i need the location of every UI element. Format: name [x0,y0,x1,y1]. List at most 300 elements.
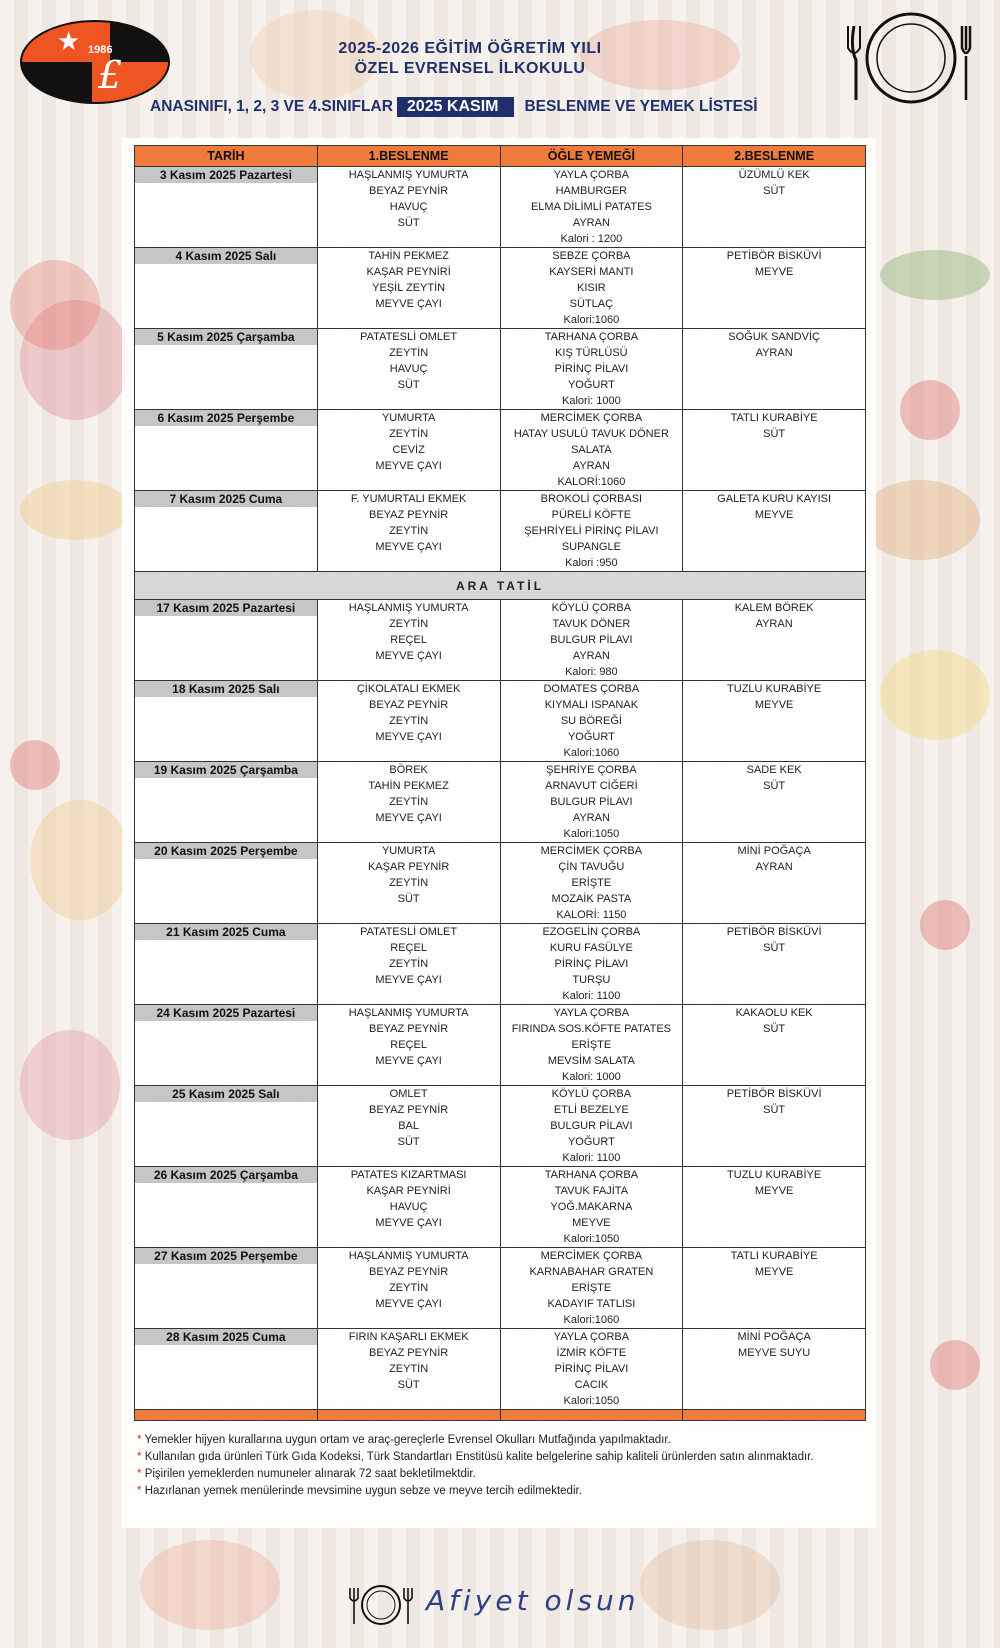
menu-item: MEYVE ÇAYI [375,731,442,743]
menu-item: Kalori:1060 [563,747,620,759]
school-logo [20,20,170,104]
menu-item: Kalori: 1100 [562,1152,621,1164]
header-snack-2: 2.BESLENME [683,146,866,167]
date-cell [135,491,318,572]
menu-item: PİRİNÇ PİLAVI [554,1363,629,1375]
menu-item: BEYAZ PEYNİR [368,699,449,711]
menu-item: Kalori: 1100 [562,990,621,1002]
menu-row [135,329,866,410]
menu-item: PATATES KIZARTMASI [350,1169,467,1181]
menu-item: PETİBÖR BİSKÜVİ [726,250,822,262]
menu-item: SÜT [763,1023,786,1035]
date-label: 3 Kasım 2025 Pazartesi [135,167,317,183]
menu-item: ŞEHRİYELİ PİRİNÇ PİLAVI [524,525,659,537]
date-cell [135,600,318,681]
date-label: 17 Kasım 2025 Pazartesi [135,600,317,616]
snack-2-cell [683,491,866,572]
menu-item: BEYAZ PEYNİR [368,1023,449,1035]
footer-afiyet [346,1580,646,1630]
lunch-cell [500,1329,683,1410]
menu-item: MEYVE [754,1185,794,1197]
menu-item: BULGUR PİLAVI [550,1120,633,1132]
date-label: 25 Kasım 2025 Salı [135,1086,317,1102]
menu-item: ELMA DİLİMLİ PATATES [530,201,652,213]
snack-1-cell [317,248,500,329]
snack-2-cell [683,410,866,491]
lunch-cell [500,924,683,1005]
menu-item: KÖYLÜ ÇORBA [551,602,632,614]
menu-item: TUZLU KURABİYE [727,1169,822,1181]
lunch-cell [500,681,683,762]
menu-item: TATLI KURABİYE [730,1250,818,1262]
menu-item: MİNİ POĞAÇA [737,1331,811,1343]
menu-item: MEYVE ÇAYI [375,460,442,472]
menu-item: AYRAN [572,217,610,229]
menu-item: ZEYTİN [389,347,429,359]
menu-row [135,1329,866,1410]
snack-1-cell [317,762,500,843]
menu-item: KIŞ TÜRLÜSÜ [555,347,628,359]
menu-item: KIYMALI ISPANAK [544,699,639,711]
date-cell [135,1005,318,1086]
table-footer-bar [135,1410,866,1421]
menu-item: MEYVE [754,266,794,278]
menu-item: YAYLA ÇORBA [553,1007,630,1019]
snack-1-cell [317,329,500,410]
snack-2-cell [683,600,866,681]
menu-item: YOĞURT [567,731,615,743]
menu-item: TARHANA ÇORBA [544,1169,639,1181]
menu-item: REÇEL [390,1039,427,1051]
menu-item: SÜTLAÇ [569,298,614,310]
menu-item: PÜRELİ KÖFTE [551,509,632,521]
menu-item: KAYSERİ MANTI [549,266,634,278]
date-cell [135,167,318,248]
note-item: * Yemekler hijyen kurallarına uygun ortam ve araç-gereçlerle Evrensel Okulları Mutfağında yapılmaktadır. [137,1434,671,1446]
menu-item: PETİBÖR BİSKÜVİ [726,926,822,938]
menu-item: BEYAZ PEYNİR [368,1347,449,1359]
menu-item: CACIK [574,1379,609,1391]
footer-bar-cell [317,1410,500,1421]
menu-item: Kalori:1050 [563,828,620,840]
menu-body [135,167,866,1421]
snack-1-cell [317,410,500,491]
menu-item: ZEYTİN [389,958,429,970]
menu-item: ÇİKOLATALI EKMEK [356,683,461,695]
menu-row [135,843,866,924]
menu-item: SÜT [763,780,786,792]
bg-chicken-decoration [860,480,980,560]
menu-item: Kalori:1050 [563,1233,620,1245]
menu-item: ŞEHRİYE ÇORBA [546,764,637,776]
menu-item: AYRAN [572,812,610,824]
menu-item: PİRİNÇ PİLAVI [554,958,629,970]
bg-bottom-cake-decoration [640,1540,780,1630]
lunch-cell [500,329,683,410]
lunch-cell [500,843,683,924]
footer-bar-cell [683,1410,866,1421]
plate-fork-knife-icon [836,8,986,108]
menu-item: ZEYTİN [389,796,429,808]
menu-item: SÜT [397,379,420,391]
notes-section [137,1432,837,1500]
lunch-cell [500,248,683,329]
menu-item: SÜT [397,1136,420,1148]
menu-item: AYRAN [755,618,793,630]
footer-bar-cell [500,1410,683,1421]
logo-symbol: £ [98,53,123,97]
date-cell [135,681,318,762]
menu-item: BULGUR PİLAVI [550,796,633,808]
menu-item: SADE KEK [746,764,802,776]
menu-item: DOMATES ÇORBA [543,683,640,695]
menu-item: SOĞUK SANDVİÇ [728,331,820,343]
menu-item: Kalori:1060 [563,1314,620,1326]
menu-item: İZMİR KÖFTE [556,1347,627,1359]
snack-1-cell [317,843,500,924]
bg-bread-decoration-2 [30,800,130,920]
menu-item: Kalori: 1000 [562,1071,621,1083]
menu-row [135,1167,866,1248]
menu-table [134,145,866,1421]
bg-cherry-decoration-3 [920,900,970,950]
bg-cherry-decoration-4 [930,1340,980,1390]
menu-item: SALATA [571,444,612,456]
snack-1-cell [317,681,500,762]
menu-item: SU BÖREĞİ [560,715,622,727]
snack-2-cell [683,329,866,410]
snack-2-cell [683,1005,866,1086]
snack-1-cell [317,1248,500,1329]
bg-cherry-decoration-2 [900,380,960,440]
snack-2-cell [683,681,866,762]
note-item: * Pişirilen yemeklerden numuneler alınarak 72 saat bekletilmektdir. [137,1468,476,1480]
menu-row [135,410,866,491]
bg-bottom-food-decoration [140,1540,280,1630]
header-snack-1: 1.BESLENME [317,146,500,167]
menu-item: TAVUK DÖNER [552,618,631,630]
menu-item: TURŞU [572,974,611,986]
menu-item: SUPANGLE [561,541,621,553]
menu-item: Kalori:1050 [563,1395,620,1407]
lunch-cell [500,491,683,572]
menu-item: MEYVE SUYU [738,1347,811,1359]
date-label: 21 Kasım 2025 Cuma [135,924,317,940]
menu-item: PETİBÖR BİSKÜVİ [726,1088,822,1100]
menu-item: SÜT [397,1379,420,1391]
menu-item: KAŞAR PEYNİRİ [366,1185,451,1197]
menu-item: MEYVE ÇAYI [375,1055,442,1067]
date-label: 19 Kasım 2025 Çarşamba [135,762,317,778]
menu-item: AYRAN [572,460,610,472]
holiday-row [135,572,866,600]
date-label: 24 Kasım 2025 Pazartesi [135,1005,317,1021]
menu-item: F. YUMURTALI EKMEK [350,493,467,505]
menu-item: SÜT [763,942,786,954]
menu-row [135,1086,866,1167]
menu-row [135,1005,866,1086]
bg-beet-decoration [20,300,130,420]
menu-item: ZEYTİN [389,1363,429,1375]
menu-row [135,924,866,1005]
footer-text: Afiyet olsun [426,1584,640,1617]
menu-item: KAKAOLU KEK [735,1007,813,1019]
menu-item: Kalori :950 [565,557,618,569]
menu-item: REÇEL [390,942,427,954]
menu-item: ERİŞTE [571,1039,612,1051]
page-subtitle [150,95,850,119]
menu-item: YUMURTA [381,412,436,424]
snack-2-cell [683,1248,866,1329]
page-title-year: 2025-2026 EĞİTİM ÖĞRETİM YILI [338,40,602,57]
menu-item: YAYLA ÇORBA [553,169,630,181]
menu-item: YOĞURT [567,379,615,391]
menu-item: FIRIN KAŞARLI EKMEK [348,1331,469,1343]
menu-item: ETLİ BEZELYE [553,1104,629,1116]
menu-row [135,1248,866,1329]
date-cell [135,329,318,410]
menu-item: MEYVE [754,699,794,711]
menu-item: Kalori: 1000 [562,395,621,407]
menu-item: MEYVE ÇAYI [375,541,442,553]
menu-item: BEYAZ PEYNİR [368,1104,449,1116]
date-cell [135,762,318,843]
menu-item: SÜT [397,217,420,229]
bg-pepper-decoration [880,250,990,300]
menu-item: YOĞURT [567,1136,615,1148]
bg-cheese-decoration [880,650,990,740]
bg-cherry-decoration [10,740,60,790]
date-cell [135,410,318,491]
menu-item: KALEM BÖREK [734,602,814,614]
menu-item: ZEYTİN [389,428,429,440]
menu-item: SÜT [763,428,786,440]
menu-row [135,762,866,843]
menu-row [135,248,866,329]
menu-item: KADAYIF TATLISI [547,1298,636,1310]
bg-bread-decoration [20,480,130,540]
menu-item: AYRAN [755,861,793,873]
menu-item: GALETA KURU KAYISI [717,493,832,505]
menu-item: YUMURTA [381,845,436,857]
menu-item: MEYVE ÇAYI [375,974,442,986]
menu-item: KALORİ:1060 [557,476,626,488]
menu-item: BAL [398,1120,420,1132]
menu-item: TAHİN PEKMEZ [368,250,449,262]
menu-row [135,600,866,681]
date-label: 6 Kasım 2025 Perşembe [135,410,317,426]
menu-item: ZEYTİN [389,715,429,727]
menu-item: HAVUÇ [389,201,428,213]
menu-item: MERCİMEK ÇORBA [540,845,643,857]
menu-item: MOZAİK PASTA [551,893,632,905]
note-item: * Hazırlanan yemek menülerinde mevsimine uygun sebze ve meyve tercih edilmektedir. [137,1485,582,1497]
lunch-cell [500,1167,683,1248]
page-title-school: ÖZEL EVRENSEL İLKOKULU [354,60,586,77]
menu-item: ZEYTİN [389,1282,429,1294]
month-badge: 2025 KASIM [397,97,515,117]
menu-item: HAVUÇ [389,363,428,375]
menu-item: KALORİ: 1150 [556,909,627,921]
menu-item: ÜZÜMLÜ KEK [738,169,810,181]
menu-item: AYRAN [572,650,610,662]
logo-year: 1986 [88,44,113,56]
menu-item: BEYAZ PEYNİR [368,509,449,521]
menu-item: ERİŞTE [571,877,612,889]
menu-item: EZOGELİN ÇORBA [542,926,641,938]
menu-item: KÖYLÜ ÇORBA [551,1088,632,1100]
date-cell [135,843,318,924]
menu-item: MERCİMEK ÇORBA [540,1250,643,1262]
snack-2-cell [683,167,866,248]
menu-item: YOĞ.MAKARNA [550,1201,633,1213]
menu-item: BEYAZ PEYNİR [368,1266,449,1278]
date-label: 4 Kasım 2025 Salı [135,248,317,264]
snack-1-cell [317,600,500,681]
menu-item: BULGUR PİLAVI [550,634,633,646]
menu-item: TAHİN PEKMEZ [368,780,449,792]
menu-item: BROKOLİ ÇORBASI [540,493,643,505]
menu-item: MEYVE [572,1217,611,1229]
menu-item: KISIR [577,282,606,294]
menu-header-row [135,146,866,167]
menu-item: ZEYTİN [389,618,429,630]
menu-item: MİNİ POĞAÇA [737,845,811,857]
date-cell [135,1248,318,1329]
header-lunch: ÖĞLE YEMEĞİ [500,146,683,167]
menu-item: SÜT [763,1104,786,1116]
snack-2-cell [683,843,866,924]
menu-item: ZEYTİN [389,877,429,889]
snack-2-cell [683,924,866,1005]
menu-item: KAŞAR PEYNİRİ [366,266,451,278]
menu-item: HAŞLANMIŞ YUMURTA [348,602,469,614]
menu-item: PATATESLİ OMLET [360,926,458,938]
snack-2-cell [683,1167,866,1248]
menu-item: CEVİZ [392,444,425,456]
snack-1-cell [317,1005,500,1086]
lunch-cell [500,410,683,491]
footer-bar-cell [135,1410,318,1421]
menu-item: FIRINDA SOS.KÖFTE PATATES [511,1023,672,1035]
menu-item: MERCİMEK ÇORBA [540,412,643,424]
date-cell [135,248,318,329]
menu-item: YEŞİL ZEYTİN [372,282,446,294]
menu-item: TUZLU KURABİYE [727,683,822,695]
menu-row [135,681,866,762]
date-label: 5 Kasım 2025 Çarşamba [135,329,317,345]
header-date: TARİH [135,146,318,167]
star-icon: ★ [57,26,81,56]
menu-item: HAŞLANMIŞ YUMURTA [348,1007,469,1019]
date-cell [135,1086,318,1167]
date-label: 18 Kasım 2025 Salı [135,681,317,697]
snack-2-cell [683,248,866,329]
menu-item: OMLET [389,1088,428,1100]
date-label: 26 Kasım 2025 Çarşamba [135,1167,317,1183]
menu-item: HAVUÇ [389,1201,428,1213]
lunch-cell [500,600,683,681]
menu-item: HAŞLANMIŞ YUMURTA [348,169,469,181]
menu-item: REÇEL [390,634,427,646]
menu-item: ÇİN TAVUĞU [558,861,625,873]
menu-item: Kalori:1060 [563,314,620,326]
menu-item: Kalori: 980 [565,666,618,678]
menu-item: MEYVE ÇAYI [375,812,442,824]
snack-1-cell [317,924,500,1005]
menu-item: HAŞLANMIŞ YUMURTA [348,1250,469,1262]
date-cell [135,1329,318,1410]
subtitle-suffix: BESLENME VE YEMEK LİSTESİ [524,98,758,115]
menu-row [135,491,866,572]
menu-item: MEYVE ÇAYI [375,1298,442,1310]
snack-1-cell [317,1167,500,1248]
snack-1-cell [317,167,500,248]
bg-beet-decoration-2 [20,1030,120,1140]
menu-item: ERİŞTE [571,1282,612,1294]
menu-item: YAYLA ÇORBA [553,1331,630,1343]
holiday-label: ARA TATİL [135,572,866,600]
menu-item: SÜT [763,185,786,197]
menu-item: BÖREK [389,764,428,776]
menu-item: BEYAZ PEYNİR [368,185,449,197]
menu-row [135,167,866,248]
date-label: 28 Kasım 2025 Cuma [135,1329,317,1345]
menu-item: MEYVE [754,1266,794,1278]
lunch-cell [500,167,683,248]
menu-item: MEYVE [754,509,794,521]
menu-item: HAMBURGER [555,185,628,197]
menu-item: KAŞAR PEYNİR [367,861,450,873]
menu-item: PİRİNÇ PİLAVI [554,363,629,375]
lunch-cell [500,1086,683,1167]
menu-item: TARHANA ÇORBA [544,331,639,343]
menu-item: PATATESLİ OMLET [360,331,458,343]
plate-icon [346,1580,416,1630]
menu-item: MEYVE ÇAYI [375,650,442,662]
note-item: * Kullanılan gıda ürünleri Türk Gıda Kodeksi, Türk Standartları Enstitüsü kalite belgelerine sahip kaliteli ürünlerden satın alınmaktadır. [137,1451,814,1463]
snack-1-cell [317,1086,500,1167]
menu-item: SÜT [397,893,420,905]
menu-item: MEYVE ÇAYI [375,298,442,310]
menu-item: AYRAN [755,347,793,359]
date-label: 27 Kasım 2025 Perşembe [135,1248,317,1264]
date-label: 20 Kasım 2025 Perşembe [135,843,317,859]
snack-2-cell [683,762,866,843]
menu-item: ARNAVUT CİĞERİ [545,780,638,792]
menu-item: HATAY USULÜ TAVUK DÖNER [513,428,669,440]
menu-item: MEYVE ÇAYI [375,1217,442,1229]
snack-1-cell [317,491,500,572]
menu-item: Kalori : 1200 [560,233,623,245]
menu-item: ZEYTİN [389,525,429,537]
date-cell [135,924,318,1005]
menu-item: MEVSİM SALATA [547,1055,635,1067]
snack-2-cell [683,1329,866,1410]
menu-item: SEBZE ÇORBA [552,250,631,262]
snack-1-cell [317,1329,500,1410]
menu-item: TATLI KURABİYE [730,412,818,424]
lunch-cell [500,1005,683,1086]
lunch-cell [500,762,683,843]
menu-item: TAVUK FAJİTA [554,1185,629,1197]
menu-item: KURU FASÜLYE [549,942,633,954]
lunch-cell [500,1248,683,1329]
menu-item: KARNABAHAR GRATEN [529,1266,654,1278]
subtitle-prefix: ANASINIFI, 1, 2, 3 VE 4.SINIFLAR [150,98,393,115]
date-label: 7 Kasım 2025 Cuma [135,491,317,507]
date-cell [135,1167,318,1248]
